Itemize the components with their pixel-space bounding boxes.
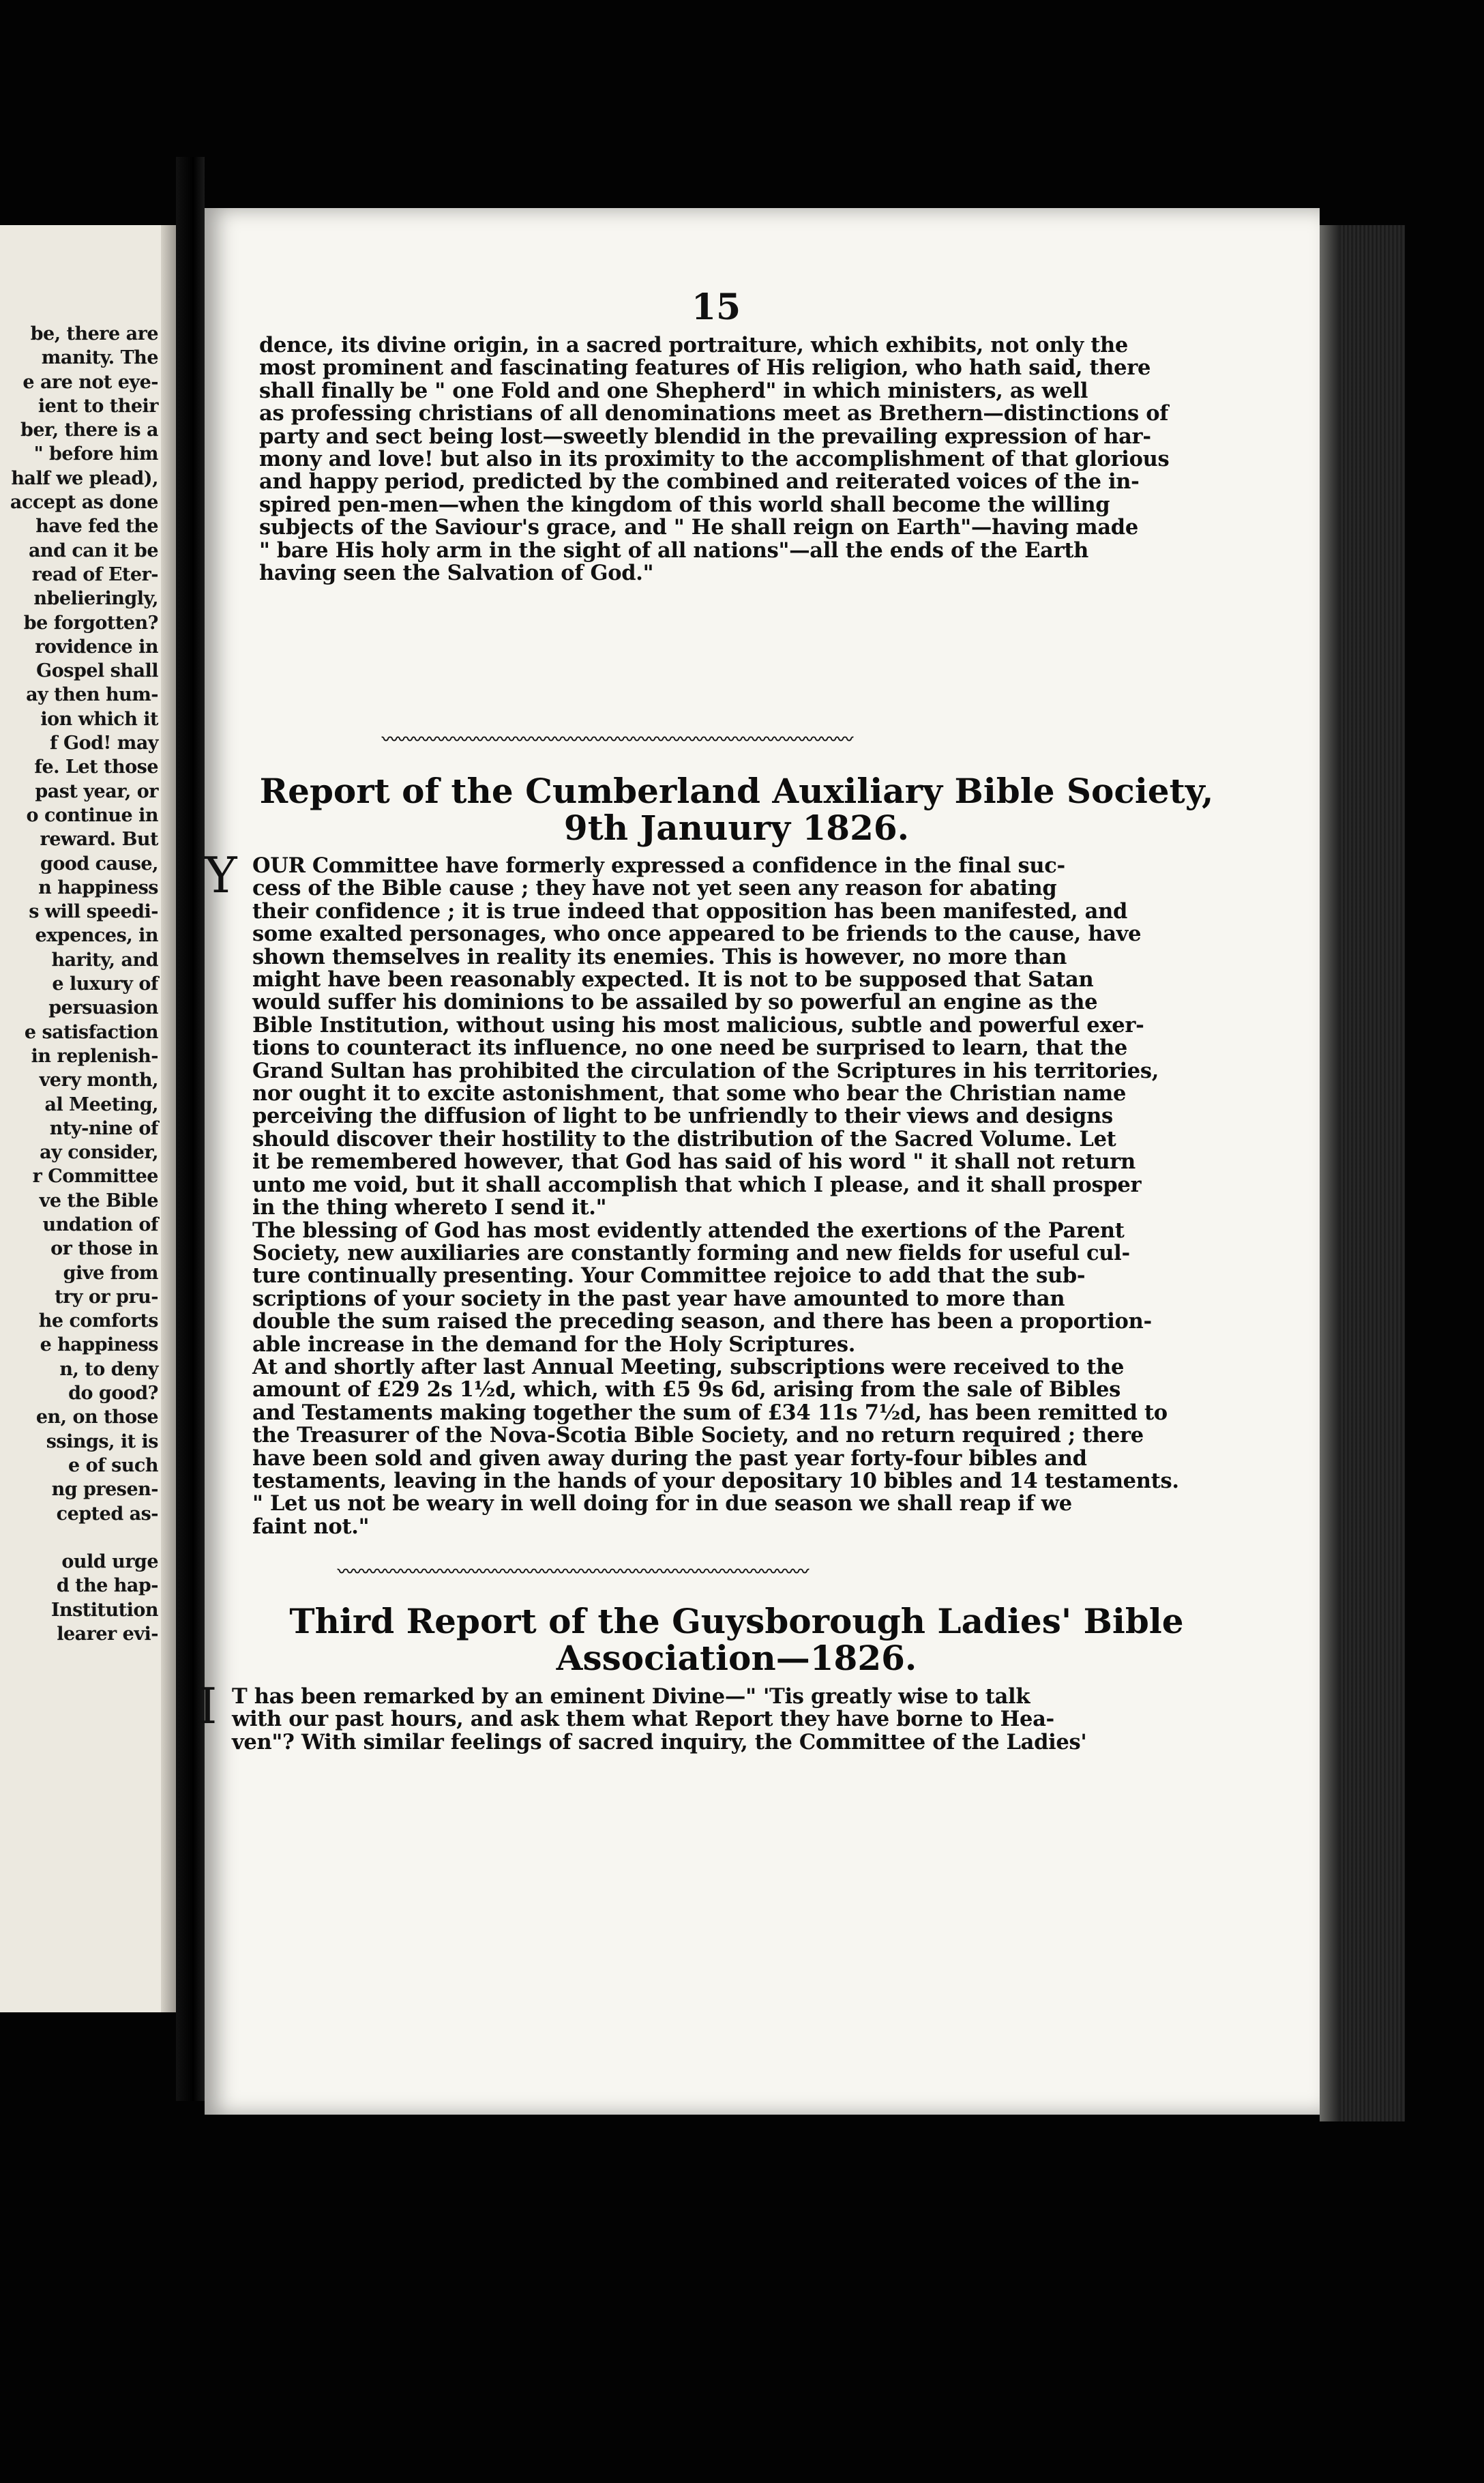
left-page-line: ssings, it is — [46, 1430, 158, 1452]
intro-line: " bare His holy arm in the sight of all nations"—all the ends of the Earth — [259, 538, 1089, 563]
left-page-line: do good? — [68, 1383, 158, 1405]
left-page-line: d the hap- — [56, 1575, 158, 1597]
left-page-text — [0, 322, 158, 1646]
left-page-line: n, to deny — [59, 1358, 158, 1380]
report1-line: At and shortly after last Annual Meeting, subscriptions were received to the — [252, 1354, 1125, 1379]
report2-line: T has been remarked by an eminent Divine—" 'Tis greatly wise to talk — [232, 1684, 1030, 1709]
report1-line: scriptions of your society in the past year have amounted to more than — [252, 1286, 1065, 1311]
left-page-line: harity, and — [51, 949, 158, 971]
left-page-line: good cause, — [40, 853, 158, 875]
left-page-line: very month, — [39, 1070, 158, 1091]
intro-line: spired pen-men—when the kingdom of this world shall become the willing — [259, 492, 1110, 517]
left-page-line: ay then hum- — [26, 684, 158, 706]
report1-title-line1: Report of the Cumberland Auxiliary Bible Society, — [259, 771, 1214, 811]
left-page-line: half we plead), — [11, 467, 158, 489]
report1-line: might have been reasonably expected. It is not to be supposed that Satan — [252, 967, 1094, 993]
intro-line: shall finally be " one Fold and one Shepherd" in which ministers, as well — [259, 378, 1088, 403]
left-page-line: he comforts — [38, 1310, 158, 1332]
report1-body — [252, 855, 1228, 1538]
left-page-line: have fed the — [35, 516, 158, 538]
report1-line: able increase in the demand for the Holy Scriptures. — [252, 1332, 856, 1357]
report1-line: OUR Committee have formerly expressed a confidence in the final suc- — [252, 853, 1065, 878]
intro-line: dence, its divine origin, in a sacred portraiture, which exhibits, not only the — [259, 333, 1129, 357]
report2-dropcap: I — [198, 1677, 218, 1735]
page-stack-edge — [1320, 225, 1405, 2121]
left-page-line: or those in — [50, 1238, 158, 1260]
report1-line: Grand Sultan has prohibited the circulation of the Scriptures in his territories, — [252, 1058, 1159, 1083]
divider-1: 〰〰〰〰〰〰〰〰〰〰〰〰〰〰〰〰〰〰〰〰〰〰〰〰〰〰〰〰〰〰 — [382, 729, 852, 749]
left-page-line: e of such — [68, 1454, 158, 1476]
book-spine — [176, 157, 205, 2101]
intro-line: mony and love! but also in its proximity to the accomplishment of that glorious — [259, 447, 1170, 472]
left-page-line: s will speedi- — [29, 901, 158, 923]
report1-line: would suffer his dominions to be assailed by so powerful an engine as the — [252, 990, 1098, 1015]
report1-line: perceiving the diffusion of light to be unfriendly to their views and designs — [252, 1104, 1113, 1129]
intro-line: party and sect being lost—sweetly blendid in the prevailing expression of har- — [259, 424, 1151, 449]
report1-title-line2: 9th Januury 1826. — [563, 808, 910, 848]
left-page-line: e are not eye- — [23, 371, 158, 393]
report1-line: in the thing whereto I send it." — [252, 1195, 607, 1220]
left-page-line: o continue in — [26, 804, 158, 826]
intro-line: and happy period, predicted by the combined and reiterated voices of the in- — [259, 469, 1140, 495]
left-page-line: e satisfaction — [24, 1021, 158, 1043]
left-page-line: ould urge — [61, 1551, 158, 1573]
left-page-line: ng presen- — [51, 1479, 158, 1501]
left-page-line: in replenish- — [31, 1045, 158, 1067]
intro-line: subjects of the Saviour's grace, and " He shall reign on Earth"—having made — [259, 515, 1138, 540]
report2-title — [232, 1603, 1241, 1677]
left-page-line: nty-nine of — [49, 1117, 158, 1139]
report1-line: the Treasurer of the Nova-Scotia Bible Society, and no return required ; there — [252, 1423, 1144, 1448]
report1-line: it be remembered however, that God has said of his word " it shall not return — [252, 1149, 1136, 1175]
left-page-line: ion which it — [40, 708, 158, 730]
left-page-line: fe. Let those — [34, 756, 158, 778]
left-page-line: n happiness — [38, 877, 158, 898]
left-page-line: past year, or — [35, 780, 158, 802]
divider-2: 〰〰〰〰〰〰〰〰〰〰〰〰〰〰〰〰〰〰〰〰〰〰〰〰〰〰〰〰〰〰 — [338, 1561, 808, 1581]
report1-line: testaments, leaving in the hands of your depositary 10 bibles and 14 testaments. — [252, 1468, 1179, 1493]
left-page-line: manity. The — [41, 347, 158, 369]
report1-line: and Testaments making together the sum of £34 11s 7½d, has been remitted to — [252, 1400, 1168, 1425]
page-number: 15 — [691, 286, 741, 328]
left-page-line: Gospel shall — [36, 660, 158, 682]
report1-dropcap: Y — [205, 847, 237, 904]
left-page-line: learer evi- — [57, 1624, 158, 1645]
left-page-line: ient to their — [38, 395, 158, 417]
left-page-line: read of Eter- — [31, 563, 158, 585]
report1-line: Bible Institution, without using his most malicious, subtle and powerful exer- — [252, 1012, 1144, 1038]
report1-line: cess of the Bible cause ; they have not yet seen any reason for abating — [252, 876, 1057, 901]
left-page-fragment — [0, 225, 176, 2012]
report1-line: should discover their hostility to the distribution of the Sacred Volume. Let — [252, 1126, 1116, 1151]
report2-title-line1: Third Report of the Guysborough Ladies' Bible — [289, 1601, 1184, 1641]
left-page-line: " before him — [33, 443, 158, 465]
left-page-line: f God! may — [50, 733, 158, 754]
report1-line: ture continually presenting. Your Committee rejoice to add that the sub- — [252, 1263, 1086, 1289]
left-page-line: give from — [63, 1262, 158, 1284]
intro-line: most prominent and fascinating features of His religion, who hath said, there — [259, 355, 1151, 381]
report1-line: have been sold and given away during the past year forty-four bibles and — [252, 1445, 1087, 1471]
report1-line: their confidence ; it is true indeed that opposition has been manifested, and — [252, 898, 1127, 924]
left-page-line: Institution — [50, 1599, 158, 1621]
left-page-line: nbelieringly, — [33, 588, 158, 610]
intro-paragraph — [259, 334, 1228, 585]
left-page-line: ve the Bible — [39, 1190, 158, 1211]
left-page-line: ay consider, — [40, 1142, 158, 1164]
intro-line: having seen the Salvation of God." — [259, 561, 654, 586]
report1-title — [232, 773, 1241, 847]
left-page-line: undation of — [42, 1214, 158, 1235]
left-page-line: ber, there is a — [20, 420, 158, 441]
report1-line: faint not." — [252, 1514, 370, 1539]
intro-line: as professing christians of all denominations meet as Brethern—distinctions of — [259, 401, 1169, 426]
report1-line: amount of £29 2s 1½d, which, with £5 9s 6d, arising from the sale of Bibles — [252, 1377, 1121, 1402]
left-page-line: be, there are — [30, 323, 158, 344]
left-page-line: en, on those — [35, 1407, 158, 1428]
report1-line: double the sum raised the preceding season, and there has been a proportion- — [252, 1309, 1152, 1334]
report2-body — [232, 1686, 1228, 1754]
left-page-line: persuasion — [48, 997, 158, 1019]
left-page-line: reward. But — [40, 829, 158, 851]
left-page-line: e luxury of — [52, 973, 158, 995]
left-page-line: r Committee — [32, 1166, 158, 1188]
left-page-line: and can it be — [28, 540, 158, 561]
left-page-line: accept as done — [10, 492, 158, 514]
left-page-line: al Meeting, — [44, 1093, 158, 1115]
report2-title-line2: Association—1826. — [556, 1638, 917, 1678]
left-page-line: cepted as- — [56, 1503, 158, 1525]
left-page-line: be forgotten? — [23, 612, 158, 634]
report1-line: The blessing of God has most evidently attended the exertions of the Parent — [252, 1218, 1125, 1243]
report1-line: shown themselves in reality its enemies. This is however, no more than — [252, 944, 1067, 969]
report1-line: Society, new auxiliaries are constantly forming and new fields for useful cul- — [252, 1240, 1130, 1265]
left-page-gutter — [161, 225, 176, 2012]
left-page-line: rovidence in — [35, 636, 158, 658]
left-page-line: e happiness — [40, 1334, 158, 1356]
report1-line: unto me void, but it shall accomplish that which I please, and it shall prosper — [252, 1172, 1142, 1197]
report2-line: ven"? With similar feelings of sacred inquiry, the Committee of the Ladies' — [232, 1729, 1087, 1754]
left-page-line: try or pru- — [55, 1286, 158, 1308]
report2-line: with our past hours, and ask them what Report they have borne to Hea- — [232, 1707, 1054, 1732]
left-page-line: expences, in — [35, 925, 158, 947]
report1-line: tions to counteract its influence, no one need be surprised to learn, that the — [252, 1035, 1127, 1061]
left-page-line — [0, 1526, 158, 1550]
report1-line: nor ought it to excite astonishment, that some who bear the Christian name — [252, 1081, 1127, 1106]
main-page — [198, 208, 1320, 2115]
report1-line: some exalted personages, who once appeared to be friends to the cause, have — [252, 922, 1142, 947]
report1-line: " Let us not be weary in well doing for in due season we shall reap if we — [252, 1491, 1072, 1516]
